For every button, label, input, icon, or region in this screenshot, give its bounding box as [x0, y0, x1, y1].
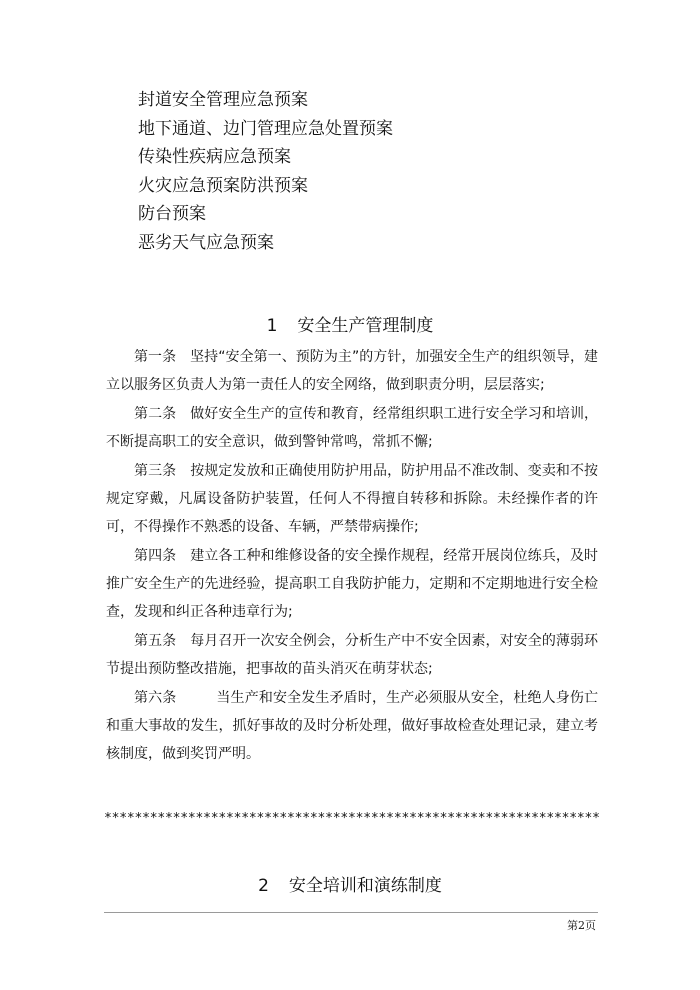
section-title: 安全生产管理制度	[297, 316, 434, 336]
article-text: 做好安全生产的宣传和教育，经常组织职工进行安全学习和培训，不断提高职工的安全意识，做到警钟常鸣，常抓不懈;	[106, 406, 599, 450]
article-5	[106, 627, 598, 683]
article-text: 建立各工种和维修设备的安全操作规程，经常开展岗位练兵，及时推广安全生产的先进经验，提高职工自我防护能力，定期和不定期地进行安全检查，发现和纠正各种违章行为;	[106, 548, 599, 620]
article-4	[106, 542, 598, 626]
footer-divider	[104, 912, 598, 913]
article-text: 按规定发放和正确使用防护用品，防护用品不准改制、变卖和不按规定穿戴，凡属设备防护装置，任何人不得擅自转移和拆除。未经操作者的许可，不得操作不熟悉的设备、车辆，严禁带病操作;	[106, 463, 599, 535]
list-item: 地下通道、边门管理应急处置预案	[138, 118, 393, 139]
article-number: 第二条	[134, 406, 177, 422]
asterisk-separator: *****************************************************************	[104, 811, 600, 826]
section-number: 1	[266, 316, 278, 336]
section-title: 安全培训和演练制度	[288, 876, 442, 896]
article-number: 第六条	[134, 690, 177, 706]
section-heading-1	[0, 311, 700, 336]
article-3	[106, 457, 598, 541]
article-number: 第三条	[134, 463, 177, 479]
section-heading-2	[0, 871, 700, 896]
article-6	[106, 684, 598, 768]
list-item: 恶劣天气应急预案	[138, 232, 274, 253]
article-text: 每月召开一次安全例会，分析生产中不安全因素，对安全的薄弱环节提出预防整改措施，把事故的苗头消灭在萌芽状态;	[106, 633, 599, 677]
articles-block	[106, 343, 598, 769]
article-1	[106, 343, 598, 399]
emergency-plan-list	[138, 86, 393, 257]
page-number: 第2页	[567, 919, 596, 932]
section-number: 2	[258, 876, 269, 896]
article-2	[106, 400, 598, 456]
list-item: 封道安全管理应急预案	[138, 90, 308, 110]
article-number: 第四条	[134, 548, 177, 564]
article-text: 坚持“安全第一、预防为主”的方针，加强安全生产的组织领导，建立以服务区负责人为第一责任人的安全网络，做到职责分明，层层落实;	[106, 349, 598, 393]
list-item: 传染性疾病应急预案	[138, 147, 291, 167]
article-number: 第一条	[134, 349, 177, 365]
list-item: 火灾应急预案防洪预案	[138, 175, 308, 196]
article-number: 第五条	[134, 633, 177, 649]
list-item: 防台预案	[138, 204, 206, 224]
article-text: 当生产和安全发生矛盾时，生产必须服从安全，杜绝人身伤亡和重大事故的发生，抓好事故的及时分析处理，做好事故检查处理记录，建立考核制度，做到奖罚严明。	[106, 690, 599, 762]
